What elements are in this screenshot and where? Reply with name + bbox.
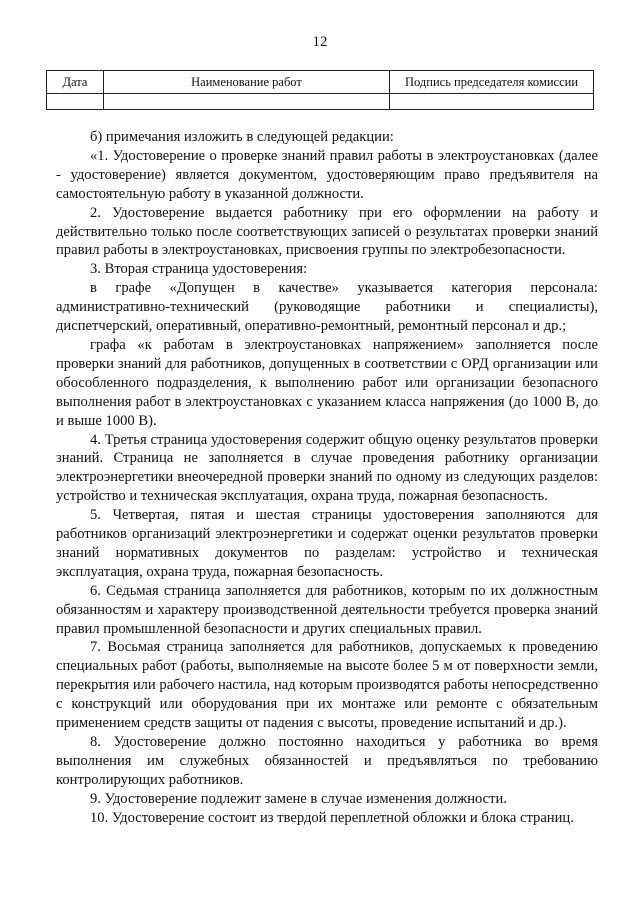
column-header-signature: Подпись председателя комиссии bbox=[390, 71, 594, 94]
paragraph-note-3-grade: в графе «Допущен в качестве» указывается категория персонала: административно-технический (руководящие работники и специалисты), диспетчерский, оперативный, оперативно-ремонтный, ремонтный персонал и др.; bbox=[56, 280, 598, 335]
paragraph-note-5: 5. Четвертая, пятая и шестая страницы удостоверения заполняются для работников организаций электроэнергетики и содержат оценки результатов проверки знаний нормативных документов по разделам: устройство и техническая эксплуатация, охрана труда, пожарная безопасность. bbox=[56, 507, 598, 580]
paragraph-note-1: «1. Удостоверение о проверке знаний правил работы в электроустановках (далее - удостоверение) является документом, удостоверяющим право предъявителя на самостоятельную работу в указанной должности. bbox=[56, 147, 598, 202]
paragraph-note-4: 4. Третья страница удостоверения содержит общую оценку результатов проверки знаний. Страница не заполняется в случае проведения работнику организации электроэнергетики внеочередной проверки знаний по одному из следующих разделов: устройство и техническая эксплуатация, охрана труда, пожарная безопасность. bbox=[56, 431, 598, 505]
column-header-work-name: Наименование работ bbox=[104, 71, 390, 94]
table-header-row bbox=[47, 71, 594, 94]
table-cell bbox=[104, 94, 390, 110]
paragraph-intro: б) примечания изложить в следующей редакции: bbox=[90, 129, 394, 145]
column-header-date: Дата bbox=[47, 71, 104, 94]
signature-table bbox=[46, 70, 594, 110]
page-number: 12 bbox=[312, 34, 328, 50]
paragraph-note-8: 8. Удостоверение должно постоянно находиться у работника во время выполнения им служебных обязанностей и предъявляться по требованию контролирующих работников. bbox=[56, 734, 598, 788]
paragraph-note-3-voltage: графа «к работам в электроустановках напряжением» заполняется после проверки знаний для работников, допущенных в соответствии с ОРД организации или обособленного подразделения, к выполнению работ или организации безопасного выполнения работ в электроустановках с указанием класса напряжения (до 1000 В, до и выше 1000 В). bbox=[56, 336, 598, 429]
table-row bbox=[47, 94, 594, 110]
paragraph-note-3: 3. Вторая страница удостоверения: bbox=[90, 261, 308, 278]
paragraph-note-6: 6. Седьмая страница заполняется для работников, которым по их должностным обязанностям и характеру производственной деятельности требуется проверка знаний правил промышленной безопасности и других специальных правил. bbox=[56, 582, 598, 637]
paragraph-note-9: 9. Удостоверение подлежит замене в случае изменения должности. bbox=[90, 790, 507, 807]
paragraph-note-7: 7. Восьмая страница заполняется для работников, допускаемых к проведению специальных работ (работы, выполняемые на высоте более 5 м от поверхности земли, перекрытия или рабочего настила, над которым производятся работы непосредственно с конструкций или оборудования при их монтаже или ремонте с обязательным применением средств защиты от падения с высоты, проведение испытаний и др.). bbox=[56, 639, 598, 732]
table-cell bbox=[47, 94, 104, 110]
paragraph-note-2: 2. Удостоверение выдается работнику при его оформлении на работу и действительно только после соответствующих записей о результатах проверки знаний правил работы в электроустановках, присвоения группы по электробезопасности. bbox=[56, 204, 598, 259]
table-cell bbox=[390, 94, 594, 110]
document-body bbox=[56, 128, 598, 828]
paragraph-note-10: 10. Удостоверение состоит из твердой переплетной обложки и блока страниц. bbox=[90, 809, 574, 826]
